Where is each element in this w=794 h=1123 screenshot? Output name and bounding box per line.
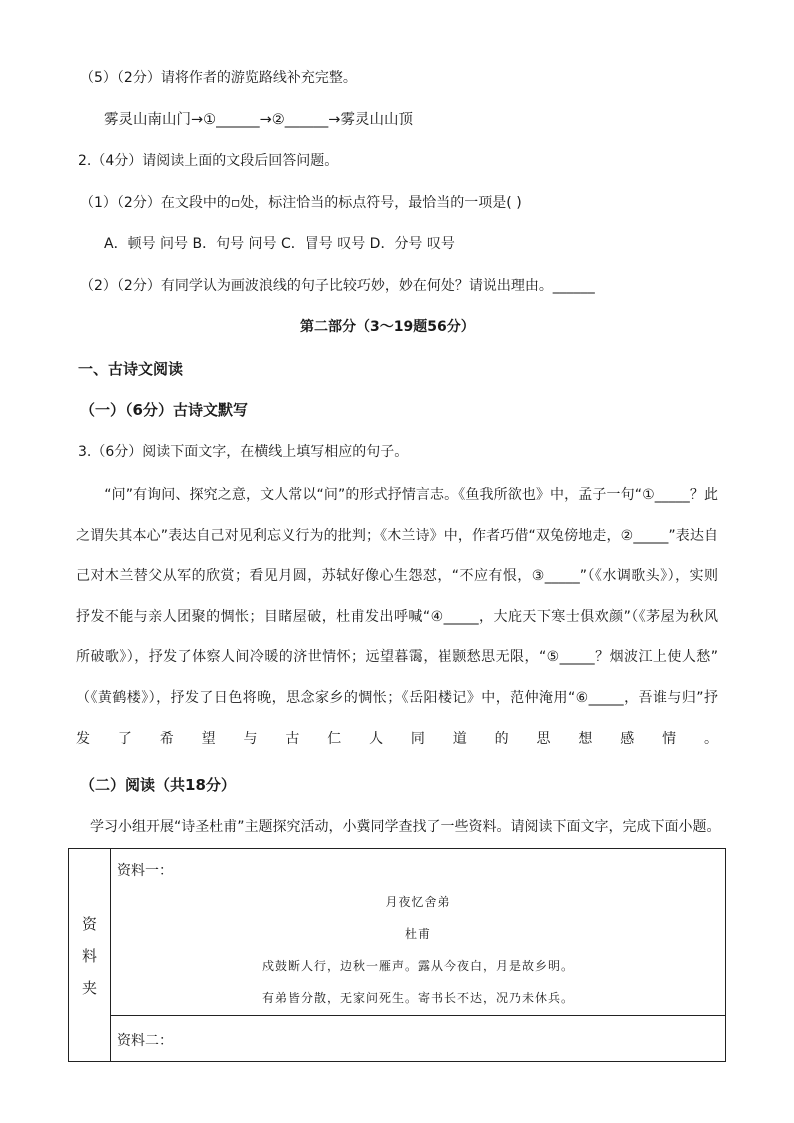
side-char: 料 <box>81 947 97 965</box>
subsection2-heading: （二）阅读（共18分） <box>80 776 236 794</box>
q1-5-prompt: （5）（2分）请将作者的游览路线补充完整。 <box>80 70 357 86</box>
q3-heading: 3.（6分）阅读下面文字，在横线上填写相应的句子。 <box>78 444 409 460</box>
q3-line: 己对木兰替父从军的欣赏；看见月圆，苏轼好像心生怨怼，“不应有恨，③_____”（《水调歌头》），实则 <box>76 568 718 585</box>
q3-passage <box>76 475 718 759</box>
materials-side-cell <box>69 849 111 1061</box>
material2-label: 资料二： <box>117 1033 173 1049</box>
q3-line: （《黄鹤楼》），抒发了日色将晚，思念家乡的惆怅；《岳阳楼记》中，范仲淹用“⑥_____，吾谁与归”抒 <box>76 689 718 706</box>
part2-title: 第二部分（3～19题56分） <box>300 319 475 335</box>
q3-line: 之谓失其本心”表达自己对见利忘义行为的批判；《木兰诗》中，作者巧借“双兔傍地走，②_____”表达自 <box>76 527 718 544</box>
q2-sub2: （2）（2分）有同学认为画波浪线的句子比较巧妙，妙在何处？请说出理由。______ <box>80 278 595 294</box>
q1-5-route: 雾灵山南山门→①______→②______→雾灵山山顶 <box>104 112 413 128</box>
poem-line: 有弟皆分散，无家问死生。寄书长不达，况乃未休兵。 <box>261 991 574 1005</box>
q3-line-last: 发了希望与古仁人同道的思想感情。 <box>76 730 718 747</box>
q2-sub1: （1）（2分）在文段中的▫处，标注恰当的标点符号，最恰当的一项是( ) <box>80 195 522 211</box>
materials-table <box>68 848 726 1062</box>
section1-heading: 一、古诗文阅读 <box>78 360 184 378</box>
q3-line: 所破歌》），抒发了体察人间冷暖的济世情怀；远望暮霭，崔颢愁思无限，“⑤_____？烟波江上使人愁” <box>76 649 718 666</box>
material1-label: 资料一： <box>117 863 173 879</box>
poem-line: 戍鼓断人行，边秋一雁声。露从今夜白，月是故乡明。 <box>261 959 574 973</box>
poem-author: 杜甫 <box>404 927 431 941</box>
subsection1-heading: （一）（6分）古诗文默写 <box>80 401 248 419</box>
side-char: 夹 <box>81 979 97 997</box>
table-divider <box>110 1015 725 1016</box>
poem-title: 月夜忆舍弟 <box>385 895 451 909</box>
q2-heading: 2.（4分）请阅读上面的文段后回答问题。 <box>78 153 339 169</box>
q2-options: A．顿号 问号 B．句号 问号 C．冒号 叹号 D．分号 叹号 <box>104 236 455 252</box>
reading-intro: 学习小组开展“诗圣杜甫”主题探究活动，小冀同学查找了一些资料。请阅读下面文字，完成下面小题。 <box>90 819 721 835</box>
side-char: 资 <box>81 915 97 933</box>
q3-line: 抒发不能与亲人团聚的惆怅；目睹屋破，杜甫发出呼喊“④_____，大庇天下寒士俱欢颜”（《茅屋为秋风 <box>76 608 718 625</box>
q3-line: “问”有询问、探究之意，文人常以“问”的形式抒情言志。《鱼我所欲也》中，孟子一句“①_____？此 <box>76 487 718 503</box>
